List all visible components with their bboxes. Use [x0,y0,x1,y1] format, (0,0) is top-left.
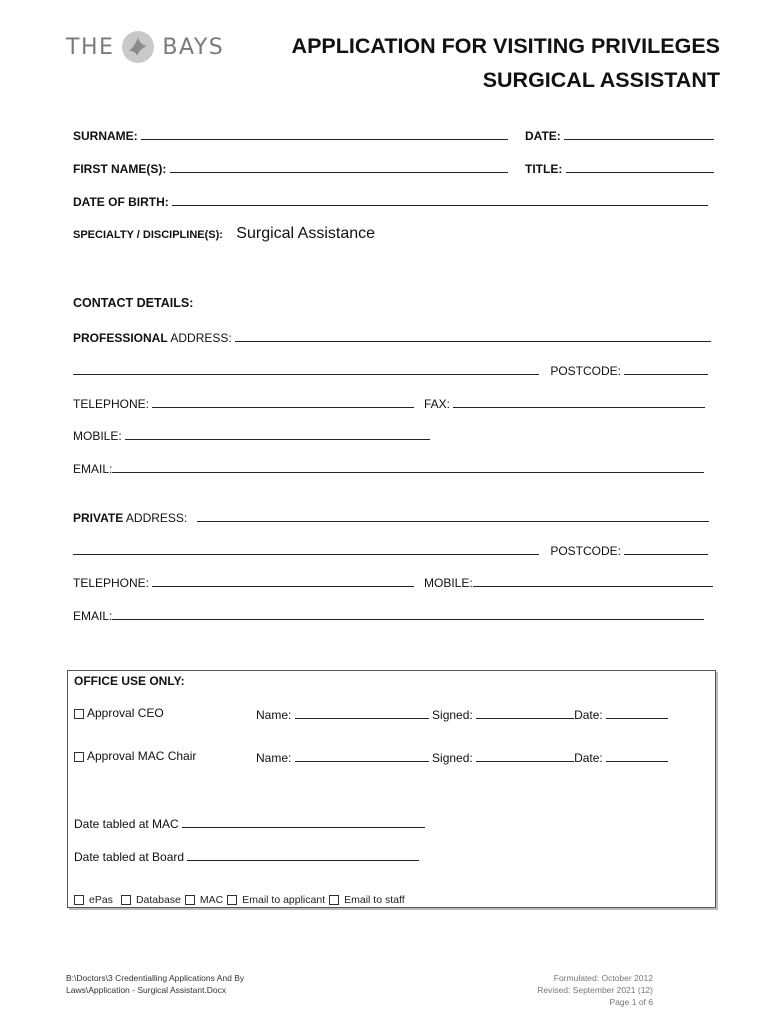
specialty-value: Surgical Assistance [236,225,376,242]
date-field[interactable] [525,127,714,143]
postcode-label: POSTCODE: [550,364,622,378]
postcode-line[interactable] [624,362,708,375]
first-names-line[interactable] [170,160,508,173]
private-address-line[interactable] [197,509,709,522]
professional-label: PROFESSIONAL [73,331,168,345]
first-names-field[interactable] [73,160,508,176]
surname-label: SURNAME: [73,129,138,143]
tabled-board-label: Date tabled at Board [74,850,185,864]
private-mobile-field[interactable] [424,574,713,590]
email-line[interactable] [112,460,704,473]
mac-signoff[interactable] [256,749,668,765]
mac-date-line[interactable] [606,749,668,762]
page-subtitle: SURGICAL ASSISTANT [482,68,720,92]
footer-formulated: Formulated: October 2012 [553,973,653,983]
logo-text-left: THE [66,34,115,60]
tabled-board-field[interactable] [74,848,419,864]
private-address-line-2[interactable] [73,542,539,555]
ceo-signed-label: Signed: [432,708,473,722]
private-telephone-field[interactable] [73,574,414,590]
bird-logo-icon [122,31,154,63]
address-label: ADDRESS: [170,331,232,345]
checkbox-icon[interactable] [74,895,84,905]
private-telephone-label: TELEPHONE: [73,576,150,590]
staff-checklist [74,894,405,906]
dob-line[interactable] [172,193,708,206]
first-names-label: FIRST NAME(S): [73,162,167,176]
private-email-field[interactable] [73,607,704,623]
mac-signed-label: Signed: [432,751,473,765]
staff-item-email-applicant: Email to applicant [242,894,326,906]
email-label: EMAIL: [73,462,113,476]
title-line[interactable] [566,160,714,173]
staff-item-mac: MAC [199,894,224,906]
mobile-line[interactable] [125,427,430,440]
ceo-signed-line[interactable] [476,706,574,719]
logo-text-right: BAYS [162,34,225,60]
fax-line[interactable] [453,395,705,408]
approval-ceo-label: Approval CEO [87,706,164,720]
logo [66,31,224,63]
checkbox-icon[interactable] [329,895,339,905]
staff-item-database: Database [135,894,181,906]
checkbox-icon[interactable] [74,709,84,719]
checkbox-icon[interactable] [227,895,237,905]
tabled-board-line[interactable] [187,848,419,861]
ceo-signoff[interactable] [256,706,668,722]
private-email-line[interactable] [112,607,704,620]
checkbox-icon[interactable] [185,895,195,905]
private-postcode-label: POSTCODE: [550,544,622,558]
staff-item-email-staff: Email to staff [344,894,405,906]
office-heading: OFFICE USE ONLY: [74,674,185,688]
surname-field[interactable] [73,127,508,143]
page-title: APPLICATION FOR VISITING PRIVILEGES [291,34,720,58]
ceo-date-label: Date: [574,708,603,722]
specialty-label: SPECIALTY / DISCIPLINE(S): [73,229,223,241]
private-postcode-line[interactable] [624,542,708,555]
private-telephone-line[interactable] [152,574,414,587]
checkbox-icon[interactable] [121,895,131,905]
private-mobile-line[interactable] [473,574,713,587]
mac-date-label: Date: [574,751,603,765]
mac-name-line[interactable] [295,749,429,762]
approval-mac-label: Approval MAC Chair [87,749,197,763]
mobile-label: MOBILE: [73,429,122,443]
staff-item-epas: ePas [89,894,113,906]
professional-address-line2[interactable] [73,362,708,378]
office-use-box [67,670,716,908]
fax-label: FAX: [424,397,451,411]
title-field[interactable] [525,160,714,176]
mac-signed-line[interactable] [476,749,574,762]
private-address-label: ADDRESS: [125,511,188,525]
footer-page: Page 1 of 6 [609,997,653,1007]
checkbox-icon[interactable] [74,752,84,762]
title-label: TITLE: [525,162,563,176]
telephone-field[interactable] [73,395,414,411]
ceo-name-label: Name: [256,708,292,722]
surname-line[interactable] [141,127,508,140]
professional-address-line[interactable] [235,329,711,342]
private-address-line2[interactable] [73,542,708,558]
tabled-mac-line[interactable] [182,815,425,828]
footer-revised: Revised: September 2021 (12) [537,985,653,995]
telephone-line[interactable] [152,395,414,408]
ceo-name-line[interactable] [295,706,429,719]
contact-heading: CONTACT DETAILS: [73,296,194,310]
ceo-date-line[interactable] [606,706,668,719]
date-label: DATE: [525,129,561,143]
private-mobile-label: MOBILE: [424,576,473,590]
approval-ceo-row[interactable] [74,706,164,720]
professional-address-field[interactable] [73,329,711,345]
private-address-field[interactable] [73,509,709,525]
email-field[interactable] [73,460,704,476]
tabled-mac-label: Date tabled at MAC [74,817,179,831]
tabled-mac-field[interactable] [74,815,425,831]
address-line-2[interactable] [73,362,539,375]
private-label: PRIVATE [73,511,124,525]
date-line[interactable] [564,127,714,140]
approval-mac-row[interactable] [74,749,196,763]
specialty-field [73,225,375,243]
private-email-label: EMAIL: [73,609,113,623]
mac-name-label: Name: [256,751,292,765]
mobile-field[interactable] [73,427,430,443]
dob-label: DATE OF BIRTH: [73,195,169,209]
dob-field[interactable] [73,193,708,209]
telephone-label: TELEPHONE: [73,397,150,411]
footer-path: B:\Doctors\3 Credentialling Applications And By Laws\Application - Surgical Assistant.Docx [66,973,245,995]
fax-field[interactable] [424,395,705,411]
